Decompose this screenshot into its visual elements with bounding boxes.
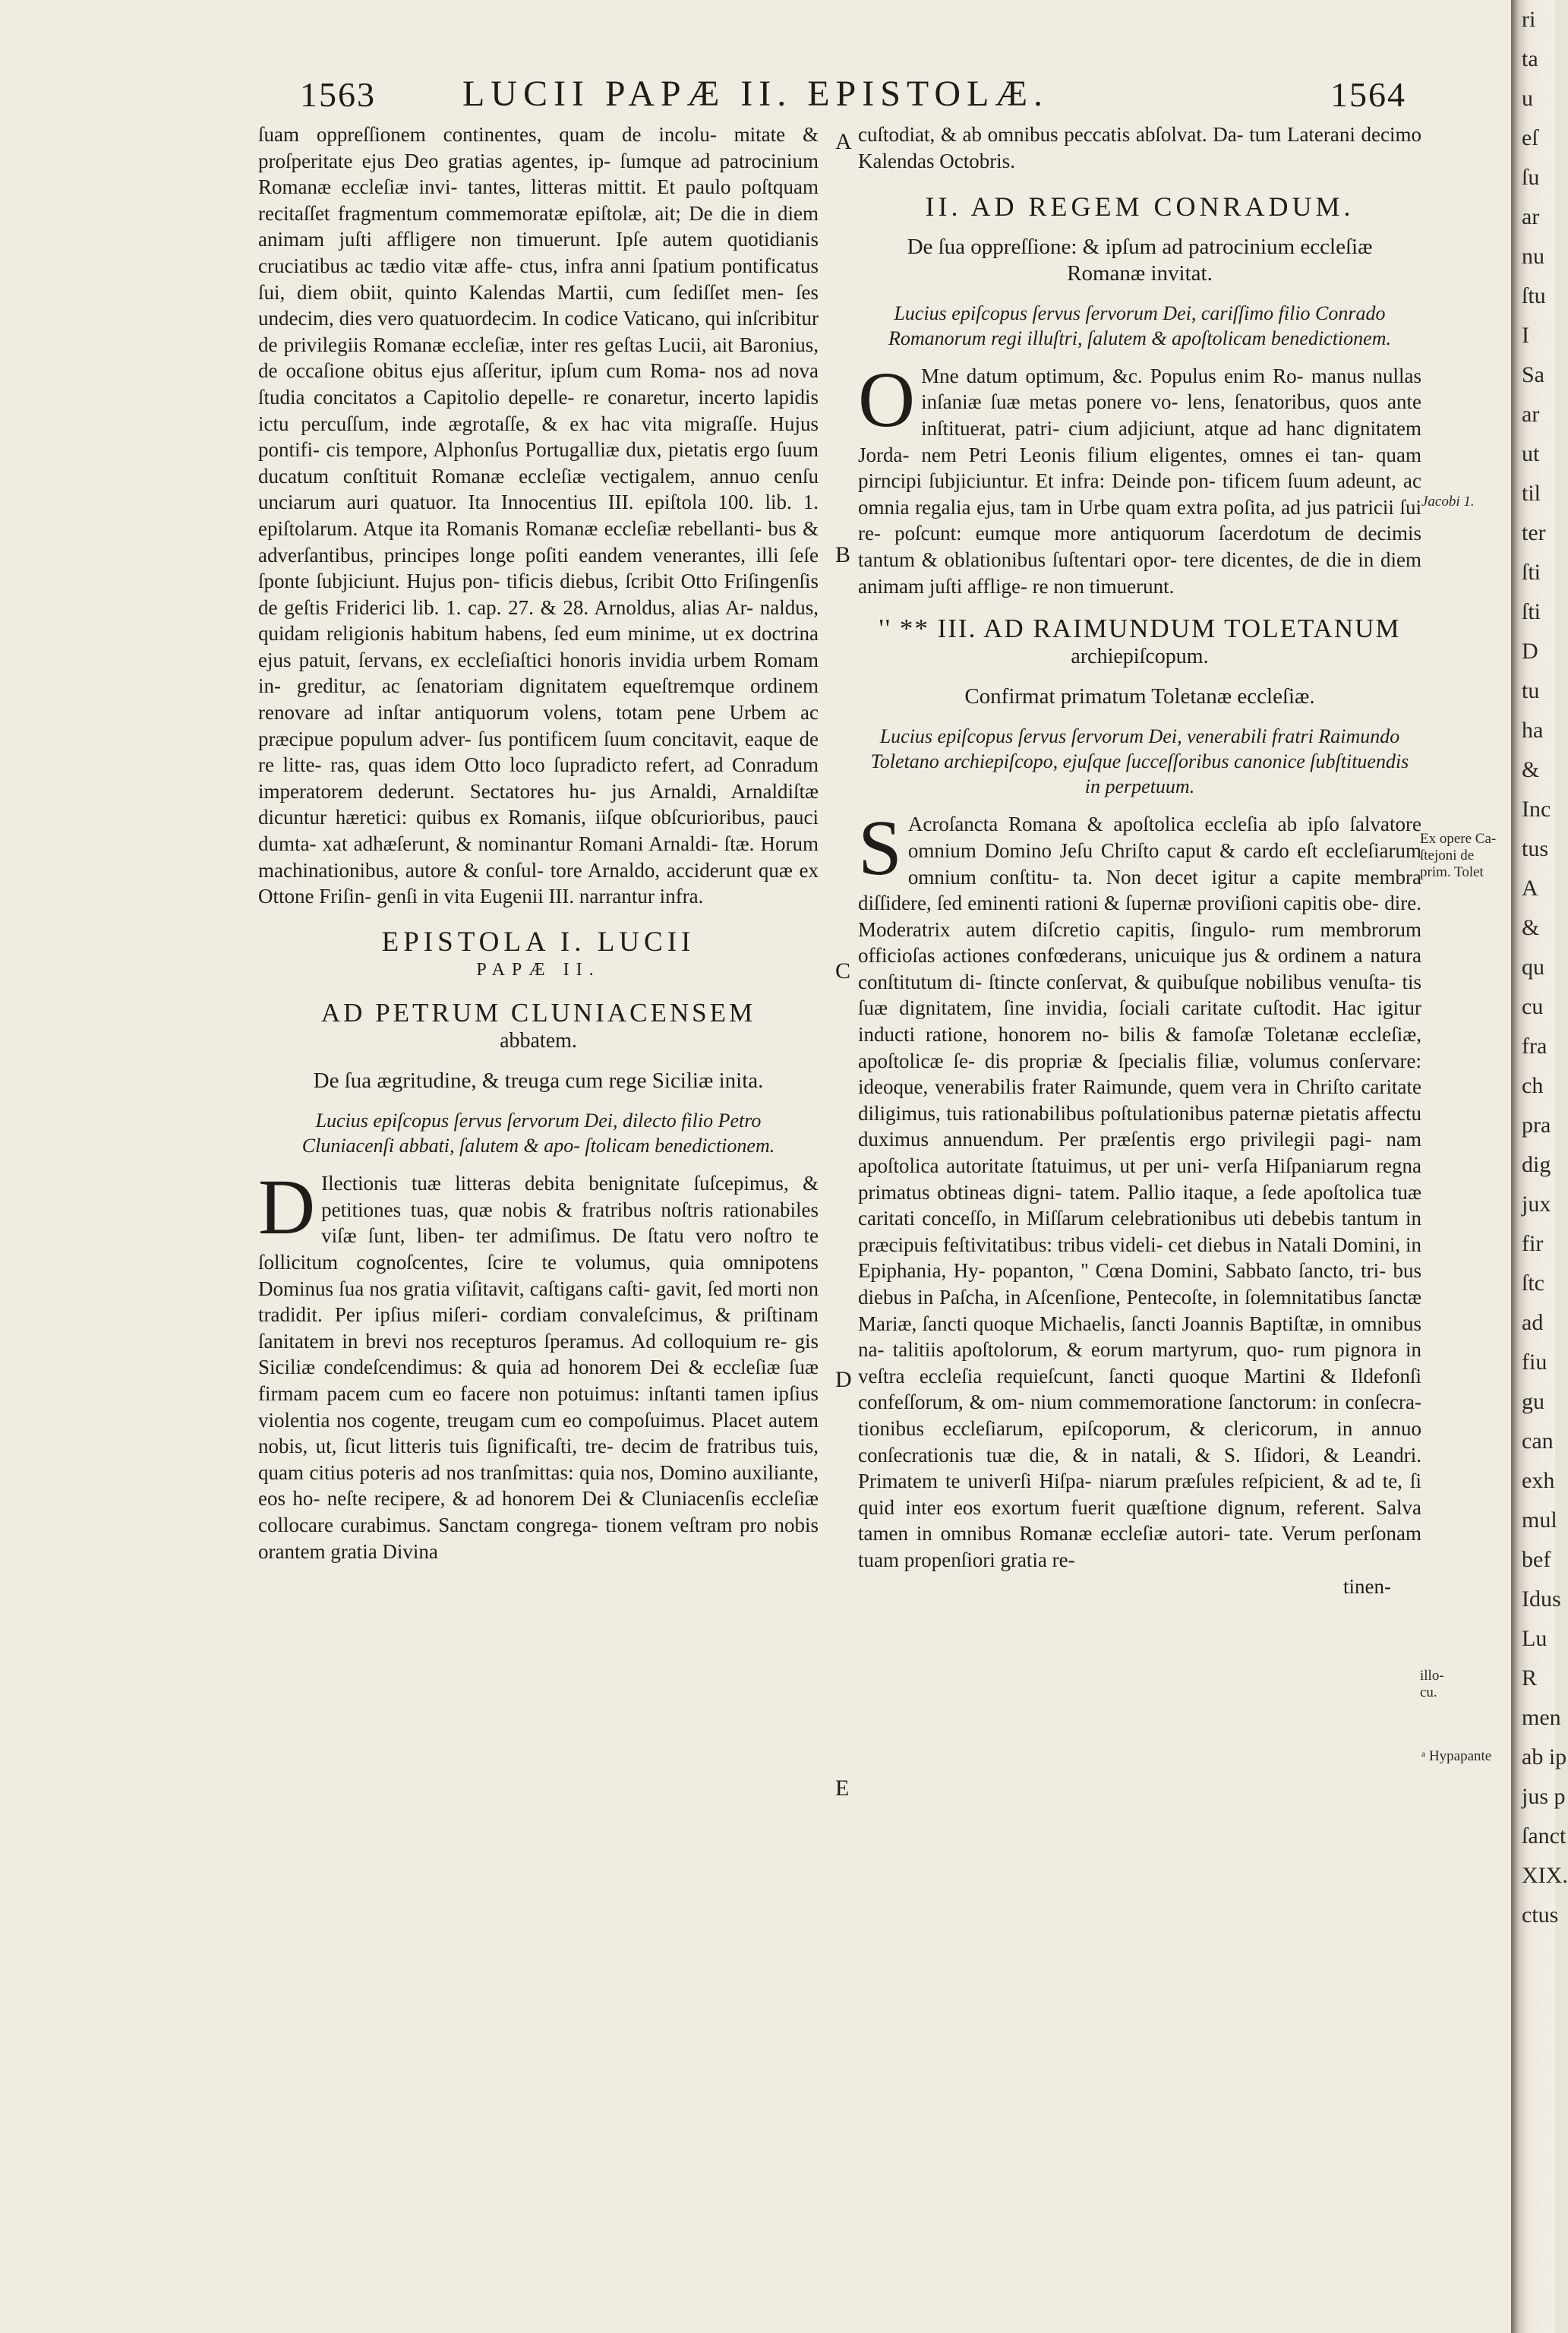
next-page-fragment: D <box>1522 639 1538 664</box>
next-page-fragment: tu <box>1522 678 1540 703</box>
page-number-left: 1563 <box>300 75 376 114</box>
side-note-ex-opere: Ex opere Ca- ſtejoni de prim. Tolet <box>1420 831 1497 880</box>
side-note-hypapante: ᵃ Hypapante <box>1421 1748 1492 1764</box>
margin-letter-a: A <box>835 129 852 154</box>
margin-letter-b: B <box>835 542 851 567</box>
next-page-fragment: Inc <box>1522 797 1551 822</box>
next-page-fragment: ſti <box>1522 599 1541 624</box>
letter1-closing: cuſtodiat, & ab omnibus peccatis abſolvat. Da- tum Laterani decimo Kalendas Octobris. <box>858 123 1421 172</box>
next-page-fragment: exh <box>1522 1468 1555 1493</box>
left-column <box>258 122 819 1564</box>
next-page-fragment: til <box>1522 481 1541 506</box>
intro-text: ſuam oppreſſionem continentes, quam de incolu- mitate & proſperitate ejus Deo gratias agentes, ip- ſumque ad patrocinium Romanæ eccleſiæ invi- tantes, litteras mittit. Et paulo poſtquam recitaſſet fragmentum commemoratæ epiſtolæ, ait; De die in diem animam juſti affligere non timuerunt. Ipſe autem quotidianis cruciatibus ac tædio vitæ affe- ctus, infra anni ſpatium pontificatus ſui, diem obiit, quinto Kalendas Martii, cum ſediſſet men- ſes undecim, dies vero quatuordecim. In codice Vaticano, qui inſcribitur de privilegiis Romanæ eccleſiæ, inter res geſtas Lucii, ait Baronius, de occaſione obitus ejus aſſeritur, ipſum cum Roma- nos ad nova ſtudia concitatos a Capitolio depelle- re conaretur, incerto lapidis ictu percuſſum, inde ægrotaſſe, & ex hac vita migraſſe. Hujus pontifi- cis tempore, Alphonſus Portugalliæ dux, pietatis ergo ſuum ducatum conſtituit Romanæ eccleſiæ vectigalem, annuo cenſu unciarum auri quatuor. Ita Innocentius III. epiſtola 100. lib. 1. epiſtolarum. Atque ita Romanis Romanæ eccleſiæ rebellanti- bus & adverſantibus, principes longe poſiti eandem venerantes, illi ſeſe ſponte ſubjiciunt. Hujus pon- tificis diebus, ſcribit Otto Friſingenſis de geſtis Friderici lib. 1. cap. 27. & 28. Arnoldus, alias Ar- naldus, quidam religionis habitum habens, ſed eum minime, ut ex doctrina ejus patuit, ſervans, ex eccleſiaſtici honoris invidia urbem Romam in- greditur, ac ſenatoriam dignitatem equeſtremque ordinem renovare ad inſtar antiquorum volens, totam pene Urbem ac præcipue populum adver- ſus pontificem ſuum concitavit, eaque de re litte- ras, quas idem Otto loco ſupradicto refert, ad Conradum imperatorem dederunt. Sectatores hu- jus Arnaldi, Arnaldiſtæ dicuntur hæretici: quibus ex Romanis, iiſque obſcurioribus, pauci dumta- xat adhæſerunt, & nominantur Romani Arnaldi- ſtæ. Horum machinationibus, autore & conſul- tore Arnaldo, acciderunt quæ ex Ottone Friſin- genſi in vita Eugenii III. narrantur infra. <box>258 123 819 908</box>
letter2-salutation: Lucius epiſcopus ſervus ſervorum Dei, cariſſimo filio Conrado Romanorum regi illuſtri, ſalutem & apoſtolicam benedictionem. <box>888 301 1391 349</box>
next-page-fragment: ut <box>1522 441 1540 466</box>
epistola-title: EPISTOLA I. LUCII <box>381 926 696 958</box>
next-page-fragment: mul <box>1522 1507 1557 1533</box>
letter3-summary: Confirmat primatum Toletanæ eccleſiæ. <box>964 684 1315 709</box>
next-page-fragment: qu <box>1522 955 1544 980</box>
next-page-fragment: cu <box>1522 994 1544 1019</box>
letter1-dropcap: D <box>258 1163 316 1252</box>
next-page-fragment: XIX. <box>1522 1863 1568 1888</box>
letter3-salutation: Lucius epiſcopus ſervus ſervorum Dei, venerabili fratri Raimundo Toletano archiepiſcopo, ejuſque ſucceſſoribus canonice ſubſtituendis in perpetuum. <box>870 725 1409 798</box>
next-page-edge <box>1522 0 1568 2333</box>
next-page-fragment: men <box>1522 1705 1561 1730</box>
next-page-fragment: dig <box>1522 1152 1551 1177</box>
side-note-illo: illo- cu. <box>1420 1668 1444 1700</box>
next-page-fragment: can <box>1522 1429 1554 1454</box>
next-page-fragment: & <box>1522 915 1540 940</box>
letter3-dropcap: S <box>858 804 902 892</box>
next-page-fragment: ctus <box>1522 1902 1559 1927</box>
next-page-fragment: ri <box>1522 7 1536 32</box>
next-page-fragment: fir <box>1522 1231 1544 1256</box>
next-page-fragment: R <box>1522 1665 1538 1691</box>
letter1-salutation: Lucius epiſcopus ſervus ſervorum Dei, dilecto filio Petro Cluniacenſi abbati, ſalutem & apo- ſtolicam benedictionem. <box>301 1110 775 1157</box>
next-page-fragment: Sa <box>1522 362 1544 387</box>
next-page-fragment: eſ <box>1522 125 1538 150</box>
next-page-fragment: jux <box>1522 1192 1551 1217</box>
letter3-subheading: archiepiſcopum. <box>1071 644 1209 668</box>
next-page-fragment: ſtc <box>1522 1271 1544 1296</box>
next-page-fragment: bef <box>1522 1547 1551 1572</box>
letter1-heading: AD PETRUM CLUNIACENSEM <box>320 998 756 1028</box>
letter2-dropcap: O <box>858 355 916 444</box>
catchword: tinen- <box>1343 1574 1391 1598</box>
epistola-subtitle: PAPÆ II. <box>476 960 601 980</box>
letter3-heading: '' ** III. AD RAIMUNDUM TOLETANUM <box>879 614 1401 644</box>
margin-letter-e: E <box>835 1776 850 1801</box>
letter1-summary: De ſua ægritudine, & treuga cum rege Siciliæ inita. <box>313 1069 764 1094</box>
side-note-jacobi: Jacobi 1. <box>1421 494 1475 510</box>
next-page-fragment: jus p <box>1522 1784 1566 1809</box>
next-page-fragment: ſanct <box>1522 1823 1566 1848</box>
letter3-body-text: Acroſancta Romana & apoſtolica eccleſia ab ipſo ſalvatore omnium Domino Jeſu Chriſto caput & cardo eſt eccleſiarum omnium conſtitu- ta. Non decet igitur a capite membra diſſidere, ſed eminenti rationi & ſupernæ proviſioni capitis obe- dire. Moderatrix autem diſcretio capitis, ſingulo- rum membrorum officioſas actiones confœderans, unicuique jus & ordinem a natura conſtitutum di- ſtincte conſervat, & quibuſque nobilibus venuſta- tis ſuæ dignitatem, ſine invidia, ſociali caritate cuſtodit. Hac igitur inducti ratione, honorem no- bilis & famoſæ Toletanæ eccleſiæ, apoſtolicæ ſe- dis propriæ & ſpecialis filiæ, volumus conſervare: ideoque, venerabilis frater Raimunde, quem vera in Chriſto caritate diligimus, tuis rationabilibus poſtulationibus paternæ pietatis affectu duximus annuendum. Per præſentis ergo privilegii pagi- nam apoſtolica autoritate ſtatuimus, ut per uni- verſa Hiſpaniarum regna primatus obtineas digni- tatem. Pallio itaque, a ſede apoſtolica tuæ caritati conceſſo, in Miſſarum celebrationibus uti debebis tantum in præcipuis feſtivitatibus: tribus videli- cet diebus in Natali Domini, in Epiphania, Hy- popanton, '' Cœna Domini, Sabbato ſancto, tri- bus diebus in Paſcha, in Aſcenſione, Pentecoſte, in ſolemnitatibus ſanctæ Mariæ, ſancti quoque Michaelis, ſancti Joannis Baptiſtæ, in omnibus na- talitiis apoſtolorum, & eorum martyrum, quo- rum pignora in veſtra eccleſia requieſcunt, ſancti quoque Martini & Ildefonſi confeſſorum, & om- nium commemoratione ſanctorum: in conſecra- tionibus eccleſiarum, epiſcoporum, & clericorum, in annuo conſecrationis tuæ die, & in natali, & S. Iſidori, & Leandri. Primatem te univerſi Hiſpa- niarum præſules reſpicient, & ad te, ſi quid inter eos exortum fuerit quæſtione dignum, referent. Salva tamen in omnibus Romanæ eccleſiæ autori- tate. Verum perſonam tuam propenſiori gratia re- <box>858 813 1421 1571</box>
next-page-fragment: ſu <box>1522 165 1540 190</box>
next-page-fragment: tus <box>1522 836 1549 861</box>
margin-letter-d: D <box>835 1367 852 1392</box>
next-page-fragment: ar <box>1522 402 1540 427</box>
next-page-fragment: ſtu <box>1522 283 1546 308</box>
next-page-fragment: Lu <box>1522 1626 1547 1651</box>
letter1-subheading: abbatem. <box>500 1028 577 1053</box>
next-page-fragment: fra <box>1522 1034 1547 1059</box>
letter1-body <box>258 1163 819 1564</box>
letter2-body-text: Mne datum optimum, &c. Populus enim Ro- manus nullas inſaniæ ſuæ metas ponere vo- lens, ſenatoribus, quos ante inſtituerat, patri- cium adjiciunt, atque ad hanc dignitatem Jorda- nem Petri Leonis filium eligentes, omnes ei tan- quam pirncipi ſubjiciuntur. Et infra: Deinde pon- tificem ſuum adeunt, ac omnia regalia ejus, tam in Urbe quam extra poſita, ad jus patricii ſui re- poſcunt: eumque more antiquorum ſacerdotum de decimis tantum & oblationibus ſuſtentari opor- tere dicentes, de die in diem animam juſti afflige- re non timuerunt. <box>858 364 1421 598</box>
letter1-body-text: Ilectionis tuæ litteras debita benignitate ſuſcepimus, & petitiones tuas, quæ nobis & fratribus noſtris rationabiles viſæ ſunt, liben- ter admiſimus. De ſtatu vero noſtro te ſollicitum cognoſcentes, ſcire te volumus, quia omnipotens Dominus ſua nos gratia viſitavit, caſtigans caſti- gavit, ſed morti non tradidit. Per ipſius miſeri- cordiam convaleſcimus, & priſtinam ſanitatem in brevi nos recepturos ſperamus. Ad colloquium re- gis Siciliæ condeſcendimus: & quia ad honorem Dei & eccleſiæ ſuæ firmam pacem cum eo facere non potuimus: inſtanti tamen ipſius violentia nos cogente, treugam cum eo compoſuimus. Placet autem nobis, ut, ſicut litteris tuis ſignificaſti, tre- decim de fratribus tuis, quam citius poteris ad nos tranſmittas: quia nos, Domino auxiliante, eos ho- neſte recipere, & ad honorem Dei & Cluniacenſis eccleſiæ collocare curabimus. Sanctam congrega- tionem veſtram pro nobis orantem gratia Divina <box>258 1172 819 1563</box>
margin-letter-c: C <box>835 958 851 983</box>
letter2-heading: II. AD REGEM CONRADUM. <box>925 191 1355 223</box>
next-page-fragment: Idus <box>1522 1586 1561 1612</box>
next-page-fragment: ar <box>1522 204 1540 229</box>
letter3-body <box>858 804 1421 1573</box>
next-page-fragment: ta <box>1522 46 1538 71</box>
right-column <box>858 122 1421 1599</box>
next-page-fragment: A <box>1522 876 1538 901</box>
next-page-fragment: fiu <box>1522 1350 1547 1375</box>
next-page-fragment: ab ip <box>1522 1744 1567 1769</box>
next-page-fragment: & <box>1522 757 1540 782</box>
next-page-fragment: ch <box>1522 1073 1544 1098</box>
letter2-body <box>858 355 1421 599</box>
letter2-summary: De ſua oppreſſione: & ipſum ad patrocinium eccleſiæ Romanæ invitat. <box>907 234 1373 286</box>
next-page-fragment: ad <box>1522 1310 1544 1335</box>
next-page-fragment: ſti <box>1522 560 1541 585</box>
next-page-fragment: ter <box>1522 520 1546 545</box>
next-page-fragment: I <box>1522 323 1529 348</box>
page-number-right: 1564 <box>1330 75 1406 114</box>
next-page-fragment: u <box>1522 86 1533 111</box>
running-title: LUCII PAPÆ II. EPISTOLÆ. <box>462 74 1049 114</box>
next-page-fragment: pra <box>1522 1113 1551 1138</box>
next-page-fragment: ha <box>1522 718 1544 743</box>
next-page-fragment: nu <box>1522 244 1544 269</box>
next-page-fragment: gu <box>1522 1389 1544 1414</box>
